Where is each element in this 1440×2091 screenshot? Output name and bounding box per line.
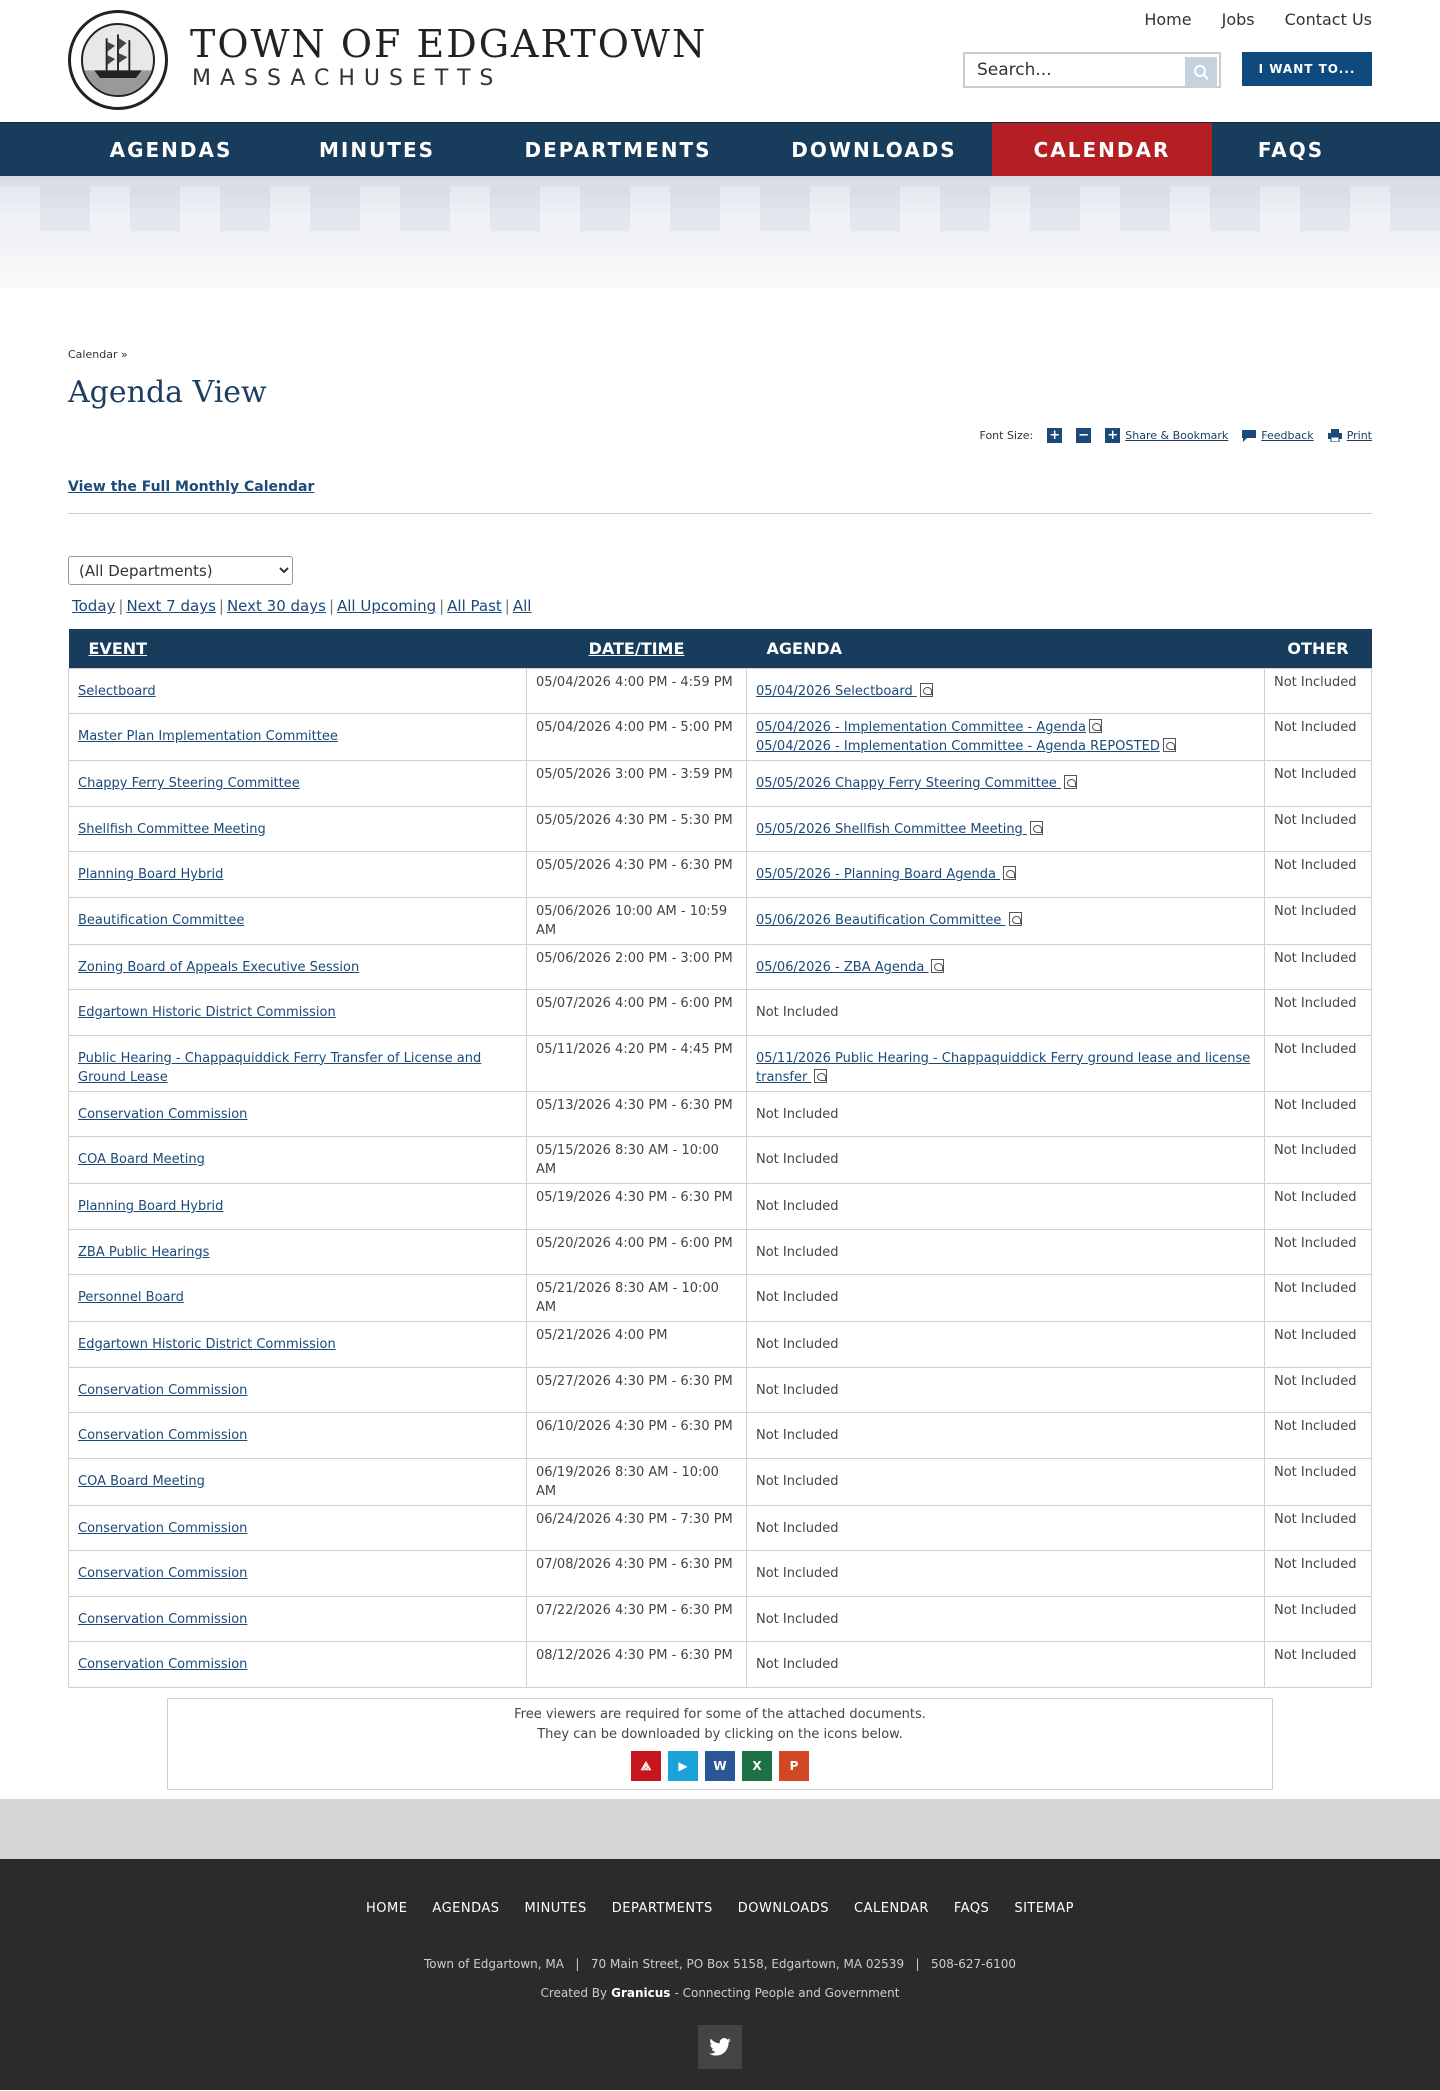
filter-next-30-days[interactable]: Next 30 days	[226, 597, 326, 615]
other-cell: Not Included	[1265, 668, 1372, 714]
event-cell	[69, 1091, 527, 1137]
agenda-cell: Not Included	[747, 1458, 1265, 1505]
main-content	[0, 348, 1440, 1790]
town-seal-logo[interactable]	[68, 10, 168, 110]
agenda-cell: Not Included	[747, 1642, 1265, 1688]
event-link[interactable]: ZBA Public Hearings	[78, 1244, 210, 1260]
event-cell	[69, 897, 527, 944]
table-row	[69, 1322, 1372, 1368]
other-cell: Not Included	[1265, 1091, 1372, 1137]
other-cell: Not Included	[1265, 1184, 1372, 1230]
agenda-cell: Not Included	[747, 1367, 1265, 1413]
event-link[interactable]: Master Plan Implementation Committee	[78, 729, 338, 744]
event-link[interactable]: Beautification Committee	[78, 912, 245, 928]
datetime-cell: 05/04/2026 4:00 PM - 5:00 PM	[527, 714, 747, 761]
agenda-cell: Not Included	[747, 1551, 1265, 1597]
agenda-pdf-link[interactable]: 05/06/2026 - ZBA Agenda	[756, 959, 929, 975]
event-link[interactable]: Shellfish Committee Meeting	[78, 821, 266, 837]
table-row	[69, 852, 1372, 898]
datetime-cell: 05/15/2026 8:30 AM - 10:00 AM	[527, 1137, 747, 1184]
agenda-cell: Not Included	[747, 1184, 1265, 1230]
other-cell: Not Included	[1265, 897, 1372, 944]
table-row	[69, 1091, 1372, 1137]
agenda-cell: Not Included	[747, 1091, 1265, 1137]
media-player-icon[interactable]: ▶	[668, 1751, 698, 1781]
home-link[interactable]: Home	[1144, 10, 1192, 29]
nav-departments[interactable]: DEPARTMENTS	[524, 138, 712, 162]
other-cell: Not Included	[1265, 1505, 1372, 1551]
event-link[interactable]: Chappy Ferry Steering Committee	[78, 776, 300, 791]
other-cell: Not Included	[1265, 1367, 1372, 1413]
pdf-icon[interactable]	[1089, 719, 1102, 733]
share-bookmark-link[interactable]: + Share & Bookmark	[1105, 428, 1228, 443]
event-link[interactable]: Conservation Commission	[78, 1520, 248, 1536]
word-viewer-icon[interactable]: W	[705, 1751, 735, 1781]
adobe-reader-icon[interactable]: ⟁	[631, 1751, 661, 1781]
table-row	[69, 944, 1372, 990]
event-link[interactable]: Public Hearing - Chappaquiddick Ferry Transfer of License and Ground Lease	[78, 1050, 482, 1085]
pdf-icon[interactable]	[931, 959, 944, 973]
agenda-cell	[747, 668, 1265, 714]
datetime-cell: 07/08/2026 4:30 PM - 6:30 PM	[527, 1551, 747, 1597]
plus-icon: +	[1105, 428, 1120, 443]
agenda-pdf-link[interactable]: 05/06/2026 Beautification Committee	[756, 912, 1006, 928]
event-cell	[69, 1551, 527, 1597]
table-row	[69, 1596, 1372, 1642]
event-cell	[69, 1322, 527, 1368]
datetime-cell: 06/24/2026 4:30 PM - 7:30 PM	[527, 1505, 747, 1551]
event-cell	[69, 1275, 527, 1322]
column-event[interactable]: EVENT	[69, 629, 527, 668]
search-input[interactable]	[965, 60, 1175, 80]
agenda-cell	[747, 944, 1265, 990]
agenda-cell: Not Included	[747, 990, 1265, 1036]
datetime-cell: 07/22/2026 4:30 PM - 6:30 PM	[527, 1596, 747, 1642]
viewers-line-1: Free viewers are required for some of the attached documents.	[514, 1706, 926, 1722]
event-cell	[69, 944, 527, 990]
agenda-cell	[747, 806, 1265, 852]
footer-address: Town of Edgartown, MA | 70 Main Street, PO Box 5158, Edgartown, MA 02539 | 508-627-6100	[423, 1956, 1017, 1971]
search-icon	[1193, 64, 1209, 80]
event-link[interactable]: Conservation Commission	[78, 1566, 248, 1581]
other-cell: Not Included	[1265, 1035, 1372, 1091]
contact-us-link[interactable]: Contact Us	[1284, 10, 1372, 29]
datetime-cell: 06/10/2026 4:30 PM - 6:30 PM	[527, 1413, 747, 1459]
agenda-cell	[747, 761, 1265, 807]
event-cell	[69, 852, 527, 898]
agenda-cell: Not Included	[747, 1275, 1265, 1322]
breadcrumb-calendar[interactable]: Calendar »	[68, 348, 128, 361]
datetime-cell: 05/06/2026 2:00 PM - 3:00 PM	[527, 944, 747, 990]
site-footer	[0, 1859, 1440, 2090]
agenda-cell: Not Included	[747, 1322, 1265, 1368]
site-header	[0, 0, 1440, 122]
event-cell	[69, 990, 527, 1036]
event-cell	[69, 1596, 527, 1642]
agenda-pdf-link[interactable]: 05/04/2026 - Implementation Committee - Agenda	[756, 720, 1086, 735]
other-cell: Not Included	[1265, 990, 1372, 1036]
datetime-cell: 05/05/2026 4:30 PM - 5:30 PM	[527, 806, 747, 852]
datetime-cell: 05/04/2026 4:00 PM - 4:59 PM	[527, 668, 747, 714]
main-nav	[0, 122, 1440, 176]
other-cell: Not Included	[1265, 1275, 1372, 1322]
other-cell: Not Included	[1265, 806, 1372, 852]
table-row	[69, 1229, 1372, 1275]
event-cell	[69, 1413, 527, 1459]
other-cell: Not Included	[1265, 1229, 1372, 1275]
table-row	[69, 897, 1372, 944]
datetime-cell: 05/19/2026 4:30 PM - 6:30 PM	[527, 1184, 747, 1230]
free-viewers-box	[167, 1698, 1273, 1790]
datetime-cell: 08/12/2026 4:30 PM - 6:30 PM	[527, 1642, 747, 1688]
jobs-link[interactable]: Jobs	[1221, 10, 1255, 29]
event-link[interactable]: Personnel Board	[78, 1290, 184, 1305]
footer-link-agendas[interactable]: AGENDAS	[432, 1900, 500, 1916]
table-row	[69, 1458, 1372, 1505]
event-cell	[69, 1229, 527, 1275]
event-cell	[69, 1367, 527, 1413]
other-cell: Not Included	[1265, 1137, 1372, 1184]
page-title: Agenda View	[68, 375, 267, 410]
nav-downloads[interactable]: DOWNLOADS	[791, 138, 957, 162]
print-link[interactable]: Print	[1328, 429, 1372, 442]
agenda-pdf-link[interactable]: 05/04/2026 Selectboard	[756, 683, 917, 699]
pdf-icon[interactable]	[920, 683, 933, 697]
event-link[interactable]: Conservation Commission	[78, 1657, 248, 1672]
other-cell: Not Included	[1265, 944, 1372, 990]
other-cell: Not Included	[1265, 1458, 1372, 1505]
print-icon	[1328, 429, 1342, 442]
table-row	[69, 806, 1372, 852]
font-size-label: Font Size:	[979, 429, 1034, 442]
event-cell	[69, 1642, 527, 1688]
table-row	[69, 990, 1372, 1036]
event-cell	[69, 1035, 527, 1091]
pdf-icon[interactable]	[1163, 738, 1176, 752]
agenda-cell	[747, 1035, 1265, 1091]
agenda-table	[68, 629, 1372, 1688]
filter-all[interactable]: All	[512, 597, 532, 615]
event-link[interactable]: Conservation Commission	[78, 1611, 248, 1627]
event-cell	[69, 1184, 527, 1230]
other-cell: Not Included	[1265, 1642, 1372, 1688]
footer-link-sitemap[interactable]: SITEMAP	[1014, 1900, 1075, 1916]
font-increase-icon[interactable]: +	[1047, 428, 1062, 443]
table-row	[69, 668, 1372, 714]
table-row	[69, 1367, 1372, 1413]
hero-banner	[0, 176, 1440, 288]
other-cell: Not Included	[1265, 1551, 1372, 1597]
powerpoint-viewer-icon[interactable]: P	[779, 1751, 809, 1781]
datetime-cell: 05/05/2026 3:00 PM - 3:59 PM	[527, 761, 747, 807]
datetime-cell: 05/27/2026 4:30 PM - 6:30 PM	[527, 1367, 747, 1413]
nav-minutes[interactable]: MINUTES	[318, 138, 436, 162]
column-other: OTHER	[1265, 629, 1372, 668]
datetime-cell: 05/06/2026 10:00 AM - 10:59 AM	[527, 897, 747, 944]
agenda-cell: Not Included	[747, 1596, 1265, 1642]
nav-calendar[interactable]: CALENDAR	[992, 123, 1212, 177]
other-cell: Not Included	[1265, 852, 1372, 898]
agenda-cell: Not Included	[747, 1413, 1265, 1459]
column-datetime[interactable]: DATE/TIME	[527, 629, 747, 668]
other-cell: Not Included	[1265, 1322, 1372, 1368]
footer-link-downloads[interactable]: DOWNLOADS	[737, 1900, 830, 1916]
datetime-cell: 05/21/2026 8:30 AM - 10:00 AM	[527, 1275, 747, 1322]
event-link[interactable]: Conservation Commission	[78, 1382, 248, 1398]
table-row	[69, 761, 1372, 807]
agenda-pdf-link[interactable]: 05/04/2026 - Implementation Committee - Agenda REPOSTED	[756, 739, 1160, 754]
table-row	[69, 1551, 1372, 1597]
footer-link-faqs[interactable]: FAQS	[953, 1900, 990, 1916]
agenda-cell: Not Included	[747, 1229, 1265, 1275]
event-cell	[69, 668, 527, 714]
footer-link-home[interactable]: HOME	[365, 1900, 408, 1916]
agenda-cell: Not Included	[747, 1137, 1265, 1184]
breadcrumb	[68, 348, 1372, 361]
event-link[interactable]: Zoning Board of Appeals Executive Session	[78, 959, 360, 975]
footer-link-calendar[interactable]: CALENDAR	[854, 1900, 929, 1916]
nav-agendas[interactable]: AGENDAS	[109, 138, 233, 162]
event-link[interactable]: Planning Board Hybrid	[78, 867, 224, 882]
table-row	[69, 1184, 1372, 1230]
event-link[interactable]: Edgartown Historic District Commission	[78, 1337, 336, 1352]
datetime-cell: 05/20/2026 4:00 PM - 6:00 PM	[527, 1229, 747, 1275]
department-select[interactable]	[68, 556, 293, 585]
comment-icon	[1242, 430, 1256, 442]
table-row	[69, 1642, 1372, 1688]
pdf-icon[interactable]	[1030, 821, 1043, 835]
footer-nav	[0, 1901, 1440, 1916]
other-cell: Not Included	[1265, 1596, 1372, 1642]
event-cell	[69, 1137, 527, 1184]
i-want-to-button[interactable]: I WANT TO...	[1242, 52, 1372, 86]
agenda-cell	[747, 897, 1265, 944]
search-box	[963, 52, 1221, 88]
filter-all-upcoming[interactable]: All Upcoming	[337, 597, 437, 615]
agenda-cell	[747, 852, 1265, 898]
font-decrease-icon[interactable]: −	[1076, 428, 1091, 443]
excel-viewer-icon[interactable]: X	[742, 1751, 772, 1781]
event-link[interactable]: COA Board Meeting	[78, 1152, 205, 1167]
footer-link-minutes[interactable]: MINUTES	[524, 1900, 587, 1916]
granicus-link[interactable]: Granicus	[611, 1985, 671, 2000]
other-cell: Not Included	[1265, 761, 1372, 807]
footer-band	[0, 1799, 1440, 1859]
table-row	[69, 1413, 1372, 1459]
datetime-cell: 05/11/2026 4:20 PM - 4:45 PM	[527, 1035, 747, 1091]
viewers-line-2: They can be downloaded by clicking on the icons below.	[537, 1726, 903, 1742]
event-cell	[69, 714, 527, 761]
divider	[68, 513, 1372, 514]
other-cell: Not Included	[1265, 714, 1372, 761]
column-agenda: AGENDA	[747, 629, 1265, 668]
feedback-link[interactable]: Feedback	[1242, 429, 1313, 442]
table-row	[69, 1505, 1372, 1551]
event-link[interactable]: Edgartown Historic District Commission	[78, 1005, 336, 1020]
pdf-icon[interactable]	[814, 1069, 827, 1083]
table-row	[69, 1275, 1372, 1322]
agenda-pdf-link[interactable]: 05/05/2026 Shellfish Committee Meeting	[756, 821, 1027, 837]
filter-next-7-days[interactable]: Next 7 days	[126, 597, 216, 615]
table-row	[69, 1137, 1372, 1184]
event-link[interactable]: Conservation Commission	[78, 1106, 248, 1122]
datetime-cell: 05/05/2026 4:30 PM - 6:30 PM	[527, 852, 747, 898]
nav-faqs[interactable]: FAQS	[1257, 138, 1325, 162]
full-monthly-calendar-link[interactable]: View the Full Monthly Calendar	[68, 479, 315, 495]
filter-today[interactable]: Today	[72, 597, 116, 615]
table-row	[69, 714, 1372, 761]
twitter-icon[interactable]	[698, 2025, 742, 2069]
datetime-cell: 05/07/2026 4:00 PM - 6:00 PM	[527, 990, 747, 1036]
event-cell	[69, 1505, 527, 1551]
site-title[interactable]: TOWN OF EDGARTOWN	[190, 22, 708, 66]
table-row	[69, 1035, 1372, 1091]
footer-credit: Created By Granicus - Connecting People and Government	[540, 1985, 900, 2000]
datetime-cell: 05/13/2026 4:30 PM - 6:30 PM	[527, 1091, 747, 1137]
event-link[interactable]: COA Board Meeting	[78, 1473, 205, 1489]
search-button[interactable]	[1185, 57, 1217, 87]
datetime-cell: 06/19/2026 8:30 AM - 10:00 AM	[527, 1458, 747, 1505]
event-link[interactable]: Selectboard	[78, 683, 156, 699]
event-link[interactable]: Conservation Commission	[78, 1428, 248, 1443]
agenda-cell	[747, 714, 1265, 761]
event-cell	[69, 806, 527, 852]
page-tools	[68, 428, 1372, 443]
event-cell	[69, 1458, 527, 1505]
utility-links	[1144, 10, 1372, 29]
pdf-icon[interactable]	[1064, 775, 1077, 789]
site-subtitle: MASSACHUSETTS	[192, 66, 503, 91]
datetime-cell: 05/21/2026 4:00 PM	[527, 1322, 747, 1368]
event-cell	[69, 761, 527, 807]
footer-link-departments[interactable]: DEPARTMENTS	[611, 1900, 713, 1916]
event-link[interactable]: Planning Board Hybrid	[78, 1199, 224, 1214]
date-filters: Today | Next 7 days | Next 30 days | All Upcoming | All Past | All	[72, 597, 532, 615]
agenda-cell: Not Included	[747, 1505, 1265, 1551]
pdf-icon[interactable]	[1009, 912, 1022, 926]
agenda-pdf-link[interactable]: 05/11/2026 Public Hearing - Chappaquiddick Ferry ground lease and license transfer	[756, 1050, 1251, 1085]
agenda-pdf-link[interactable]: 05/05/2026 - Planning Board Agenda	[756, 867, 1001, 882]
pdf-icon[interactable]	[1003, 866, 1016, 880]
agenda-pdf-link[interactable]: 05/05/2026 Chappy Ferry Steering Committee	[756, 776, 1061, 791]
other-cell: Not Included	[1265, 1413, 1372, 1459]
filter-all-past[interactable]: All Past	[447, 597, 502, 615]
